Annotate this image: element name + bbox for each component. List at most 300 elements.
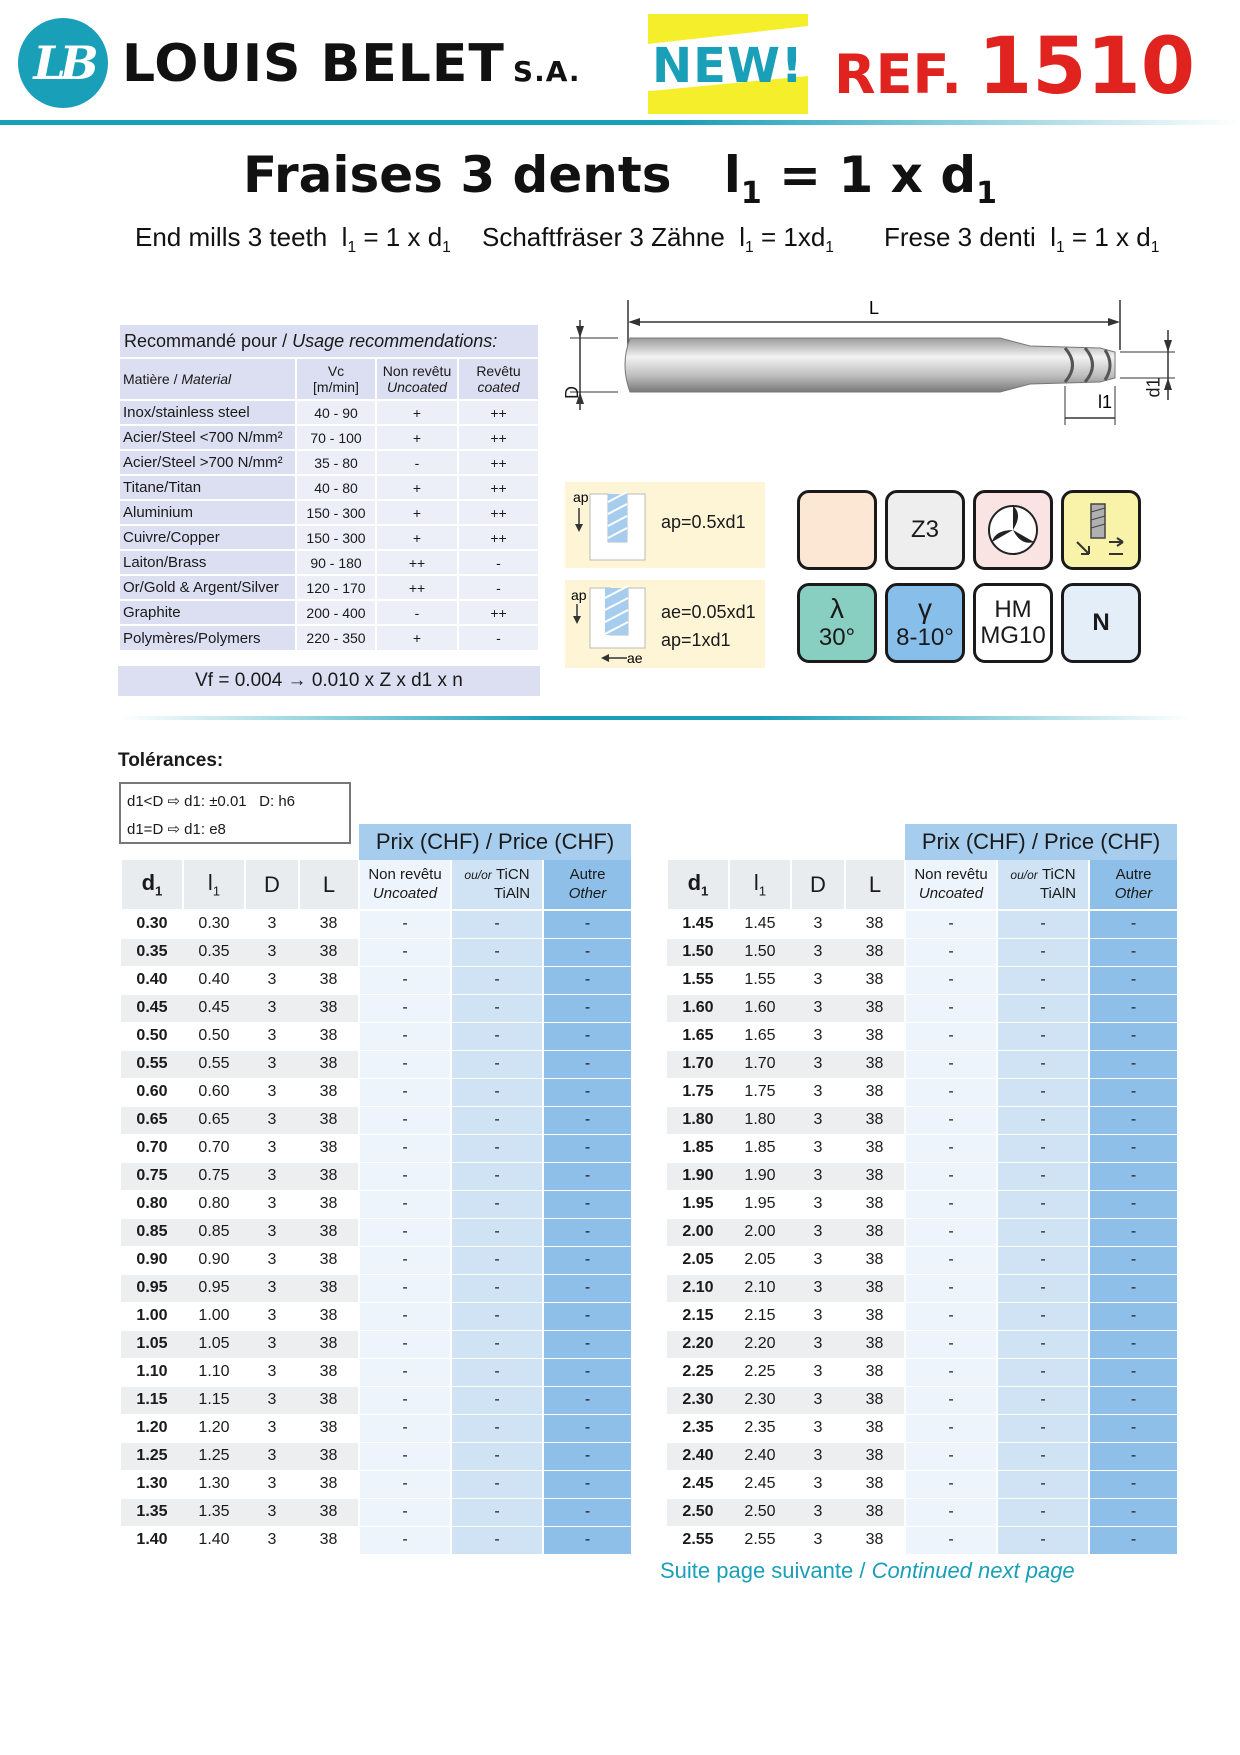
header-divider: [0, 120, 1240, 125]
cell-d1: 1.70: [667, 1050, 729, 1078]
cell-uncoated: -: [905, 1386, 997, 1414]
cell-l1: 2.05: [729, 1246, 791, 1274]
cell-uncoated: -: [905, 1050, 997, 1078]
col-D: D: [791, 860, 845, 910]
cell-d1: 1.40: [121, 1526, 183, 1554]
cell-uncoated: -: [359, 1162, 451, 1190]
col-ouor: ou/or: [1010, 867, 1038, 882]
usage-cell-coated: ++: [458, 500, 538, 525]
usage-cell-coated: -: [458, 625, 538, 650]
cell-L: 38: [299, 1358, 359, 1386]
three-flute-symbol: [983, 500, 1043, 560]
cell-other: -: [1089, 1190, 1177, 1218]
usage-cell-material: Acier/Steel <700 N/mm²: [120, 425, 296, 450]
cell-d1: 1.90: [667, 1162, 729, 1190]
subtitle-sub: 1: [1055, 239, 1065, 257]
cell-d1: 2.05: [667, 1246, 729, 1274]
cell-d1: 1.00: [121, 1302, 183, 1330]
cell-L: 38: [299, 1190, 359, 1218]
col-tialn: TiAlN: [493, 884, 531, 902]
cell-other: -: [1089, 1162, 1177, 1190]
carbide-grade: MG10: [980, 622, 1046, 649]
cell-coated: -: [451, 1162, 543, 1190]
usage-cell-uncoated: -: [376, 450, 458, 475]
carbide-label: HM: [994, 595, 1032, 623]
cell-other: -: [1089, 1246, 1177, 1274]
cell-coated: -: [451, 1106, 543, 1134]
cell-coated: -: [451, 1190, 543, 1218]
usage-cell-coated: -: [458, 550, 538, 575]
cell-uncoated: -: [359, 1414, 451, 1442]
cell-coated: -: [997, 966, 1089, 994]
usage-cell-vc: 200 - 400: [296, 600, 376, 625]
cell-D: 3: [245, 1106, 299, 1134]
subtitle-sub: 1: [1150, 239, 1160, 257]
cell-other: -: [1089, 1274, 1177, 1302]
cell-l1: 1.40: [183, 1526, 245, 1554]
cell-L: 38: [299, 938, 359, 966]
cell-L: 38: [845, 1442, 905, 1470]
cell-d1: 0.70: [121, 1134, 183, 1162]
cell-L: 38: [299, 1330, 359, 1358]
cell-L: 38: [845, 1302, 905, 1330]
cell-d1: 0.65: [121, 1106, 183, 1134]
cell-d1: 0.35: [121, 938, 183, 966]
usage-cell-vc: 150 - 300: [296, 525, 376, 550]
cell-L: 38: [845, 1190, 905, 1218]
three-flute-icon: [973, 490, 1053, 570]
usage-cell-uncoated: +: [376, 525, 458, 550]
cell-l1: 0.45: [183, 994, 245, 1022]
cell-D: 3: [791, 1162, 845, 1190]
table-row: [667, 966, 1177, 994]
cell-uncoated: -: [359, 1302, 451, 1330]
cell-D: 3: [245, 938, 299, 966]
cell-D: 3: [791, 1190, 845, 1218]
cell-uncoated: -: [359, 1078, 451, 1106]
table-row: [121, 1106, 631, 1134]
subtitle-de-eq: = 1xd: [760, 222, 826, 252]
col-other-en: Other: [1114, 884, 1153, 902]
price-table-right: [666, 824, 1177, 1555]
col-vc-unit: [m/min]: [313, 379, 359, 395]
cell-d1: 0.30: [121, 910, 183, 938]
dim-L-label: L: [868, 298, 880, 318]
cell-uncoated: -: [905, 1414, 997, 1442]
cell-uncoated: -: [359, 994, 451, 1022]
col-L: L: [845, 860, 905, 910]
table-row: [121, 1274, 631, 1302]
cell-D: 3: [791, 1274, 845, 1302]
usage-recommendations: [120, 325, 538, 650]
cell-d1: 1.30: [121, 1470, 183, 1498]
milling-direction-icon: [1061, 490, 1141, 570]
cell-d1: 1.55: [667, 966, 729, 994]
cell-coated: -: [451, 1358, 543, 1386]
cell-l1: 1.60: [729, 994, 791, 1022]
usage-cell-vc: 40 - 90: [296, 400, 376, 425]
subtitle-sub: 1: [825, 239, 834, 257]
cell-D: 3: [791, 1498, 845, 1526]
cell-d1: 0.95: [121, 1274, 183, 1302]
cell-coated: -: [451, 1246, 543, 1274]
ref-label: REF.: [834, 43, 962, 106]
cell-d1: 2.00: [667, 1218, 729, 1246]
cell-L: 38: [299, 910, 359, 938]
cell-coated: -: [997, 1190, 1089, 1218]
cell-other: -: [1089, 1218, 1177, 1246]
cell-L: 38: [845, 1414, 905, 1442]
cell-L: 38: [845, 1106, 905, 1134]
cell-d1: 1.60: [667, 994, 729, 1022]
cell-other: -: [1089, 938, 1177, 966]
cell-other: -: [1089, 1022, 1177, 1050]
new-badge: [648, 14, 808, 114]
cell-l1: 2.20: [729, 1330, 791, 1358]
cell-D: 3: [245, 1274, 299, 1302]
subtitle-l: l: [739, 222, 746, 252]
table-row: [667, 1442, 1177, 1470]
cell-other: -: [1089, 1078, 1177, 1106]
col-l1: $l_1$: [183, 860, 245, 910]
title-fr: Fraises 3 dents: [243, 146, 672, 204]
cell-l1: 1.55: [729, 966, 791, 994]
usage-row: [120, 450, 538, 475]
cell-other: -: [543, 1134, 631, 1162]
table-row: [667, 1246, 1177, 1274]
table-row: [121, 938, 631, 966]
cell-l1: 1.95: [729, 1190, 791, 1218]
end-mill-drawing: [560, 290, 1180, 465]
cell-coated: -: [451, 1414, 543, 1442]
table-row: [667, 1386, 1177, 1414]
cell-l1: 0.85: [183, 1218, 245, 1246]
cell-coated: -: [451, 1498, 543, 1526]
col-other-fr: Autre: [569, 865, 606, 883]
cell-d1: 2.50: [667, 1498, 729, 1526]
cell-other: -: [543, 1498, 631, 1526]
cell-l1: 0.30: [183, 910, 245, 938]
cell-D: 3: [791, 1078, 845, 1106]
col-uncoated-en: Uncoated: [387, 379, 447, 395]
cell-uncoated: -: [359, 1106, 451, 1134]
cell-l1: 2.45: [729, 1470, 791, 1498]
carbide-grade-icon: [973, 583, 1053, 663]
cell-d1: 1.80: [667, 1106, 729, 1134]
cell-L: 38: [299, 1442, 359, 1470]
ap-label: ap: [571, 587, 587, 603]
usage-row: [120, 475, 538, 500]
cell-D: 3: [791, 1358, 845, 1386]
usage-row: [120, 575, 538, 600]
table-row: [667, 1498, 1177, 1526]
cell-other: -: [543, 1386, 631, 1414]
cell-uncoated: -: [905, 1358, 997, 1386]
slot-diagram: [565, 482, 655, 568]
subtitle-de: [482, 222, 834, 257]
helix-angle-icon: [797, 583, 877, 663]
usage-cell-coated: ++: [458, 475, 538, 500]
continued-note: [660, 1558, 1075, 1584]
subtitle-de-text: Schaftfräser 3 Zähne: [482, 222, 725, 252]
col-material: [120, 358, 296, 400]
col-uncoated-en: Uncoated: [918, 884, 984, 902]
cell-l1: 0.55: [183, 1050, 245, 1078]
cell-other: -: [543, 910, 631, 938]
col-other-fr: Autre: [1115, 865, 1152, 883]
type-letter: N: [1092, 608, 1110, 636]
cell-L: 38: [845, 1358, 905, 1386]
cell-d1: 2.10: [667, 1274, 729, 1302]
cell-l1: 1.35: [183, 1498, 245, 1526]
cell-other: -: [543, 1526, 631, 1554]
cell-l1: 2.40: [729, 1442, 791, 1470]
cell-uncoated: -: [905, 1218, 997, 1246]
usage-cell-uncoated: -: [376, 600, 458, 625]
cell-d1: 1.85: [667, 1134, 729, 1162]
cell-other: -: [543, 1358, 631, 1386]
cell-coated: -: [451, 1442, 543, 1470]
cell-other: -: [1089, 966, 1177, 994]
table-row: [667, 1022, 1177, 1050]
usage-cell-uncoated: ++: [376, 550, 458, 575]
section-divider: [120, 716, 1190, 720]
teeth-count-text: Z3: [910, 515, 939, 543]
cell-L: 38: [845, 1022, 905, 1050]
cell-coated: -: [997, 1022, 1089, 1050]
brand-name: [122, 34, 581, 94]
cell-uncoated: -: [905, 910, 997, 938]
page-title: [0, 146, 1240, 211]
cell-D: 3: [791, 1218, 845, 1246]
cell-l1: 0.90: [183, 1246, 245, 1274]
col-material-en: Material: [181, 371, 232, 387]
usage-caption: [120, 325, 538, 357]
cell-coated: -: [997, 1106, 1089, 1134]
cell-L: 38: [845, 966, 905, 994]
brand-text: LOUIS BELET: [122, 34, 505, 94]
milling-direction-symbol: [1069, 498, 1133, 562]
subtitle-en-eq: = 1 x d: [363, 222, 443, 252]
cell-other: -: [543, 1246, 631, 1274]
cell-other: -: [1089, 1442, 1177, 1470]
price-caption: Prix (CHF) / Price (CHF): [905, 824, 1177, 860]
cell-uncoated: -: [359, 1050, 451, 1078]
reference: [834, 22, 1195, 112]
cell-coated: -: [451, 1218, 543, 1246]
subtitle-en-text: End mills 3 teeth: [135, 222, 328, 252]
table-row: [121, 1190, 631, 1218]
table-row: [121, 1302, 631, 1330]
cell-d1: 0.55: [121, 1050, 183, 1078]
cell-coated: -: [451, 1050, 543, 1078]
cell-other: -: [1089, 1526, 1177, 1554]
cell-d1: 0.80: [121, 1190, 183, 1218]
cell-D: 3: [245, 1386, 299, 1414]
company-logo: [18, 18, 108, 108]
cell-other: -: [543, 1274, 631, 1302]
cell-l1: 2.50: [729, 1498, 791, 1526]
col-tialn: TiAlN: [1039, 884, 1077, 902]
cell-D: 3: [791, 1414, 845, 1442]
table-row: [667, 1218, 1177, 1246]
usage-cell-vc: 70 - 100: [296, 425, 376, 450]
cell-uncoated: -: [359, 1022, 451, 1050]
cell-D: 3: [791, 1022, 845, 1050]
cell-l1: 2.15: [729, 1302, 791, 1330]
feed-formula: Vf = 0.004 → 0.010 x Z x d1 x n: [118, 666, 540, 696]
cell-D: 3: [245, 1358, 299, 1386]
col-ticn: TiCN: [1041, 865, 1076, 883]
arrow-down-icon: [575, 524, 583, 532]
col-coated-en: coated: [477, 379, 520, 395]
cell-l1: 2.30: [729, 1386, 791, 1414]
table-row: [121, 1134, 631, 1162]
cell-uncoated: -: [905, 1274, 997, 1302]
arrow-icon: [628, 318, 640, 326]
cell-D: 3: [245, 1526, 299, 1554]
cell-D: 3: [245, 1470, 299, 1498]
cell-D: 3: [245, 1190, 299, 1218]
cell-L: 38: [299, 994, 359, 1022]
cell-D: 3: [245, 1050, 299, 1078]
col-d1: $d_1$: [121, 860, 183, 910]
cell-uncoated: -: [359, 1498, 451, 1526]
col-uncoated-fr: Non revêtu: [914, 865, 988, 883]
cell-coated: -: [451, 938, 543, 966]
cell-L: 38: [845, 1218, 905, 1246]
usage-cell-material: Or/Gold & Argent/Silver: [120, 575, 296, 600]
cell-d1: 1.50: [667, 938, 729, 966]
cell-uncoated: -: [905, 1078, 997, 1106]
dim-d1-text: d1: [1143, 377, 1164, 398]
cell-D: 3: [245, 1162, 299, 1190]
cell-D: 3: [791, 1526, 845, 1554]
cell-coated: -: [451, 1470, 543, 1498]
ap-label: ap: [573, 489, 589, 505]
cell-D: 3: [791, 1134, 845, 1162]
table-row: [121, 1218, 631, 1246]
cell-other: -: [543, 1078, 631, 1106]
cell-L: 38: [299, 1022, 359, 1050]
cell-uncoated: -: [905, 994, 997, 1022]
usage-row: [120, 625, 538, 650]
table-row: [667, 1470, 1177, 1498]
col-coated-fr: Revêtu: [476, 363, 521, 379]
ref-number: 1510: [977, 22, 1196, 112]
cell-coated: -: [997, 1302, 1089, 1330]
cell-L: 38: [845, 1274, 905, 1302]
subtitle-sub: 1: [442, 239, 451, 257]
cell-uncoated: -: [359, 1526, 451, 1554]
price-table-left: [120, 824, 631, 1555]
cell-other: -: [1089, 910, 1177, 938]
cell-D: 3: [791, 1302, 845, 1330]
cell-L: 38: [299, 1470, 359, 1498]
cell-D: 3: [245, 1218, 299, 1246]
price-caption: Prix (CHF) / Price (CHF): [359, 824, 631, 860]
table-row: [121, 1162, 631, 1190]
cell-d1: 2.45: [667, 1470, 729, 1498]
usage-caption-fr: Recommandé pour /: [124, 331, 288, 351]
cell-l1: 1.85: [729, 1134, 791, 1162]
table-row: [667, 1414, 1177, 1442]
cell-L: 38: [845, 1246, 905, 1274]
cell-l1: 2.35: [729, 1414, 791, 1442]
cell-other: -: [543, 1106, 631, 1134]
cell-uncoated: -: [905, 1498, 997, 1526]
cell-uncoated: -: [359, 1246, 451, 1274]
cell-coated: -: [997, 1358, 1089, 1386]
table-row: [121, 1050, 631, 1078]
table-row: [121, 1442, 631, 1470]
cell-L: 38: [845, 1330, 905, 1358]
cell-L: 38: [845, 1162, 905, 1190]
cell-D: 3: [245, 910, 299, 938]
cell-coated: -: [997, 994, 1089, 1022]
cell-d1: 0.75: [121, 1162, 183, 1190]
cell-coated: -: [997, 1246, 1089, 1274]
cell-other: -: [543, 1414, 631, 1442]
cell-D: 3: [791, 1106, 845, 1134]
cell-l1: 1.25: [183, 1442, 245, 1470]
cell-coated: -: [997, 1218, 1089, 1246]
usage-cell-uncoated: +: [376, 625, 458, 650]
table-row: [667, 1526, 1177, 1554]
cell-other: -: [1089, 994, 1177, 1022]
col-d1: $d_1$: [667, 860, 729, 910]
usage-cell-material: Aluminium: [120, 500, 296, 525]
cell-other: -: [543, 1190, 631, 1218]
cell-other: -: [1089, 1470, 1177, 1498]
rake-angle-value: 8-10°: [896, 624, 954, 652]
cell-l1: 0.95: [183, 1274, 245, 1302]
cell-uncoated: -: [359, 910, 451, 938]
usage-cell-uncoated: +: [376, 400, 458, 425]
cell-l1: 1.75: [729, 1078, 791, 1106]
new-badge-text: NEW!: [652, 38, 804, 94]
cell-l1: 0.75: [183, 1162, 245, 1190]
usage-cell-vc: 35 - 80: [296, 450, 376, 475]
table-row: [121, 1022, 631, 1050]
cell-other: -: [1089, 1134, 1177, 1162]
cell-other: -: [1089, 1050, 1177, 1078]
cell-uncoated: -: [359, 1134, 451, 1162]
dim-D-text: D: [562, 386, 582, 399]
logo-letters: LB: [33, 36, 93, 90]
cell-d1: 0.45: [121, 994, 183, 1022]
cell-uncoated: -: [905, 1526, 997, 1554]
cell-coated: -: [997, 1498, 1089, 1526]
rake-angle-icon: [885, 583, 965, 663]
cell-d1: 1.10: [121, 1358, 183, 1386]
cell-D: 3: [791, 966, 845, 994]
title-sub: 1: [740, 176, 762, 211]
cell-d1: 2.35: [667, 1414, 729, 1442]
slot-params: ap=0.5xd1: [661, 512, 746, 532]
cell-coated: -: [997, 938, 1089, 966]
cell-L: 38: [299, 1162, 359, 1190]
cell-other: -: [543, 1218, 631, 1246]
table-row: [121, 994, 631, 1022]
cell-coated: -: [997, 910, 1089, 938]
table-row: [667, 910, 1177, 938]
cell-uncoated: -: [359, 1274, 451, 1302]
cell-D: 3: [791, 1246, 845, 1274]
table-row: [121, 910, 631, 938]
cell-coated: -: [997, 1386, 1089, 1414]
usage-cell-vc: 90 - 180: [296, 550, 376, 575]
